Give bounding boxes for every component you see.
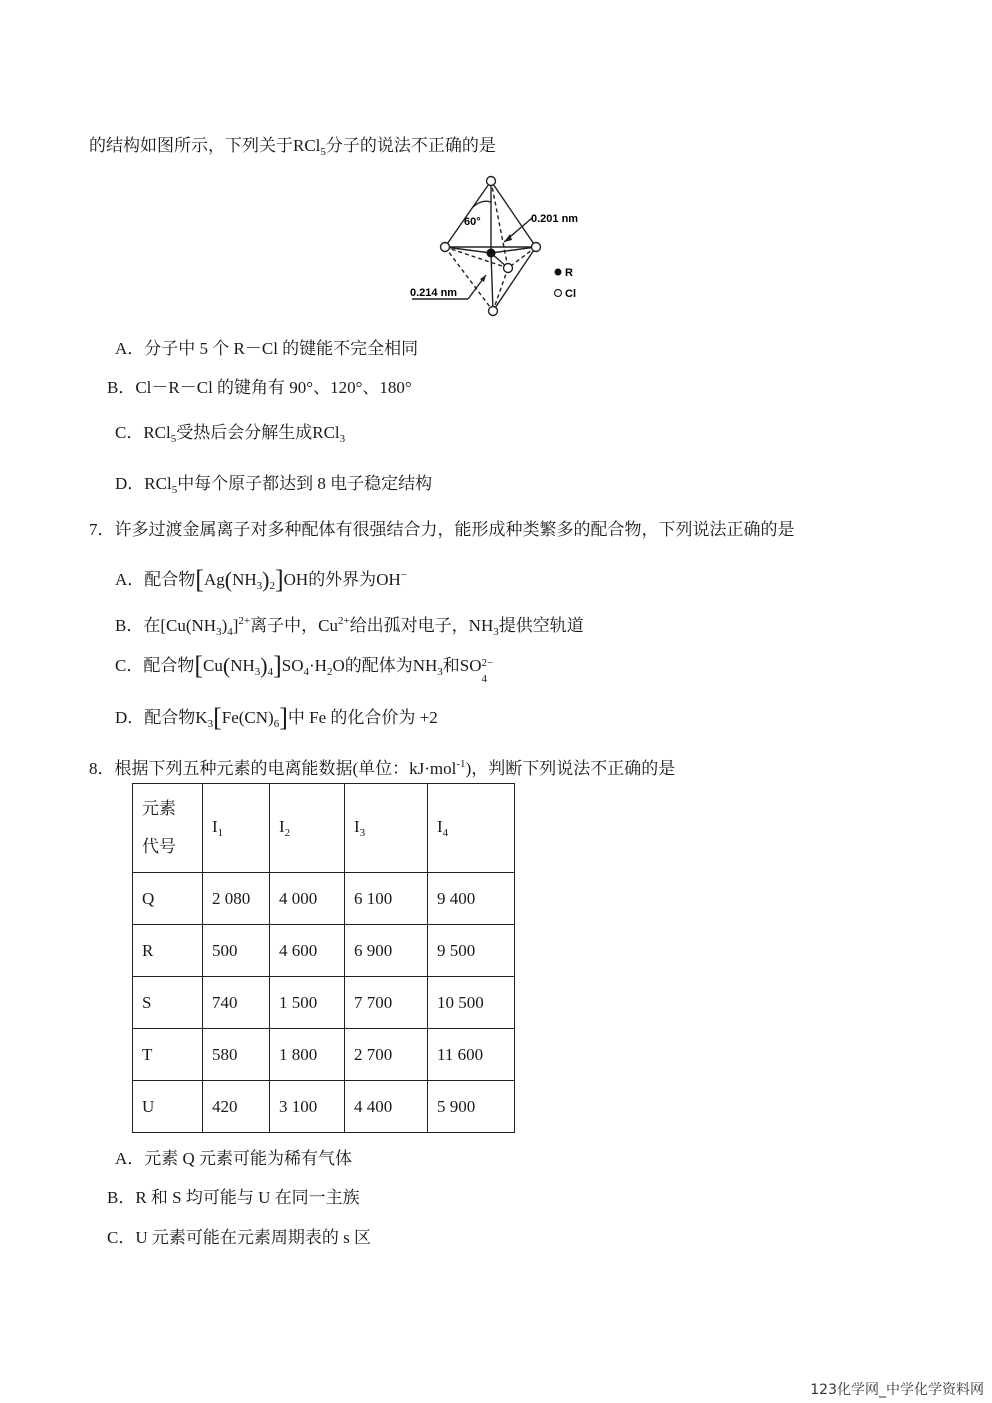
- table-cell: 740: [203, 977, 270, 1029]
- q7-option-c: C．配合物$[Cu(NH_3)_4]SO_4\cdot H_2O$的配体为$NH_3$和SO 4 2−: [115, 654, 496, 684]
- q8-stem: [89, 752, 675, 781]
- header-i1: $I_1$: [203, 784, 270, 873]
- q6-c-f1: RCl: [143, 423, 171, 442]
- legend-cl-dot: [555, 290, 562, 297]
- q7-b-text: 给出孤对电子，NH: [349, 616, 494, 635]
- q6-c-mid: 受热后会分解生成: [176, 423, 313, 442]
- q7-option-b: [115, 609, 584, 644]
- q7-option-a: A．配合物$[Ag(NH_3)_2]OH$的外界为OH−: [115, 565, 407, 594]
- table-cell: 4 000: [270, 873, 345, 925]
- q8-stem-a: 8．根据下列五种元素的电离能数据(单位：kJ·mol: [89, 759, 457, 778]
- table-row: [133, 873, 515, 925]
- q6-option-a: A．分子中 5 个 R－Cl 的键能不完全相同: [115, 339, 419, 358]
- q7-c-so2sub: 4: [481, 673, 488, 685]
- q7-c-so: SO: [281, 656, 304, 675]
- q7-a-ag: Ag: [203, 570, 225, 589]
- q7-a-n3: 3: [256, 580, 263, 592]
- q7-c-nh: NH: [230, 656, 255, 675]
- q7-c-o: O: [332, 656, 345, 675]
- q7-c-nh3: NH: [412, 656, 438, 675]
- q7-b-bracket: ]: [232, 616, 239, 635]
- legend-r-label: R: [565, 267, 573, 279]
- q6-stem-formula-sub: 5: [320, 146, 326, 158]
- q7-c-so4: 4: [303, 666, 309, 678]
- table-cell: 580: [203, 1029, 270, 1081]
- table-cell: 7 700: [345, 977, 428, 1029]
- table-cell: 1 500: [270, 977, 345, 1029]
- table-cell: 5 900: [428, 1081, 515, 1133]
- q6-option-b: B．Cl－R－Cl 的键角有 90°、120°、180°: [107, 378, 412, 397]
- q7-b-n3: 3: [216, 626, 222, 638]
- q7-c-so2sup: 2−: [481, 657, 494, 669]
- q8-option-a: A．元素 Q 元素可能为稀有气体: [115, 1149, 353, 1168]
- q6-d-f1-sub: 5: [171, 484, 178, 496]
- q8-stem-b: )，判断下列说法不正确的是: [465, 759, 676, 778]
- q7-c-n4: 4: [267, 666, 274, 678]
- q7-d-fe: Fe(CN): [221, 708, 274, 727]
- q6-d-label: D．: [115, 474, 145, 493]
- q7-d-k: K: [195, 708, 208, 727]
- site-footer: 123化学网_中学化学资料网: [810, 1382, 984, 1398]
- table-cell: T: [133, 1029, 203, 1081]
- q7-d-k3: 3: [207, 718, 214, 730]
- ionization-energy-table: [132, 783, 515, 1133]
- header-i3: $I_3$: [345, 784, 428, 873]
- header-code: 代号: [142, 837, 176, 856]
- table-row: [133, 1029, 515, 1081]
- q8-stem-sup: -1: [456, 758, 466, 770]
- table-row: [133, 925, 515, 977]
- equatorial-bond-label: 0.214 nm: [410, 287, 458, 299]
- q7-c-n3: 3: [254, 666, 261, 678]
- q8-option-c: C．U 元素可能在元素周期表的 s 区: [107, 1228, 371, 1247]
- table-cell: 6 900: [345, 925, 428, 977]
- q7-a-ohm: OH: [376, 570, 401, 589]
- q7-b-label: B．在[Cu(NH: [115, 616, 217, 635]
- q7-d-text: 中 Fe 的化合价为 +2: [287, 708, 438, 727]
- header-element-code: [133, 784, 203, 873]
- table-cell: 10 500: [428, 977, 515, 1029]
- q7-b-paren: ): [221, 616, 228, 635]
- table-row: [133, 977, 515, 1029]
- axial-bond-label: 0.201 nm: [531, 213, 579, 225]
- q7-b-mid: 离子中，Cu: [250, 616, 338, 635]
- table-cell: 420: [203, 1081, 270, 1133]
- table-cell: 500: [203, 925, 270, 977]
- q6-option-d: [115, 472, 432, 502]
- q7-stem: 7．许多过渡金属离子对多种配体有很强结合力，能形成种类繁多的配合物，下列说法正确的是: [89, 520, 795, 539]
- q7-c-text: 的配体为: [344, 656, 413, 675]
- table-cell: 9 400: [428, 873, 515, 925]
- legend-r-dot: [555, 269, 562, 276]
- q6-stem-prefix: 的结构如图所示，下列关于: [89, 136, 293, 155]
- table-cell: R: [133, 925, 203, 977]
- q6-stem-formula: RCl: [293, 136, 321, 155]
- table-cell: U: [133, 1081, 203, 1133]
- table-cell: 2 700: [345, 1029, 428, 1081]
- q7-c-dot: ·H: [308, 656, 327, 675]
- q7-b-n3b: 3: [493, 626, 499, 638]
- q7-b-n4: 4: [227, 626, 233, 638]
- q7-b-sup: 2+: [238, 615, 251, 627]
- header-i4: $I_4$: [428, 784, 515, 873]
- table-cell: 4 600: [270, 925, 345, 977]
- header-i2: $I_2$: [270, 784, 345, 873]
- table-cell: 4 400: [345, 1081, 428, 1133]
- q7-option-d: D．配合物$K_3[Fe(CN)_6]$中 Fe 的化合价为 +2: [115, 703, 438, 732]
- q7-a-nh: NH: [232, 570, 257, 589]
- header-element: 元素: [142, 799, 176, 818]
- table-cell: 11 600: [428, 1029, 515, 1081]
- q6-c-f2: RCl: [312, 423, 340, 442]
- table-cell: 3 100: [270, 1081, 345, 1133]
- q6-d-f1: RCl: [144, 474, 172, 493]
- q7-a-n2: 2: [269, 580, 275, 592]
- q6-option-c: [115, 421, 345, 451]
- q7-c-label: C．配合物: [115, 656, 195, 675]
- table-cell: 1 800: [270, 1029, 345, 1081]
- table-cell: 9 500: [428, 925, 515, 977]
- q6-c-label: C．: [115, 423, 144, 442]
- q7-b-sup2: 2+: [337, 615, 350, 627]
- table-cell: S: [133, 977, 203, 1029]
- table-cell: Q: [133, 873, 203, 925]
- table-header-row: [133, 784, 515, 873]
- q7-c-and: 和: [442, 656, 460, 675]
- legend-cl-label: Cl: [565, 288, 576, 300]
- q7-a-minus: −: [400, 569, 407, 581]
- q7-a-label: A．配合物: [115, 570, 196, 589]
- q7-a-oh: OH: [283, 570, 309, 589]
- q7-c-h2: 2: [326, 666, 333, 678]
- rcl5-structure-figure: [400, 172, 600, 322]
- q6-d-rest: 中每个原子都达到 8 电子稳定结构: [177, 474, 433, 493]
- q6-c-f2-sub: 3: [339, 433, 346, 445]
- angle-label: 60°: [464, 216, 481, 228]
- q7-c-so2: SO: [459, 656, 482, 675]
- q7-b-end: 提供空轨道: [498, 616, 584, 635]
- q7-c-n3b: 3: [437, 666, 443, 678]
- q7-c-cu: Cu: [203, 656, 223, 675]
- q7-d-n6: 6: [273, 718, 280, 730]
- q6-stem-suffix: 分子的说法不正确的是: [325, 136, 496, 155]
- q6-stem: [89, 134, 496, 164]
- table-row: [133, 1081, 515, 1133]
- q6-c-f1-sub: 5: [170, 433, 177, 445]
- q7-a-text: 的外界为: [308, 570, 377, 589]
- q8-option-b: B．R 和 S 均可能与 U 在同一主族: [107, 1188, 360, 1207]
- table-cell: 6 100: [345, 873, 428, 925]
- table-cell: 2 080: [203, 873, 270, 925]
- q7-d-label: D．配合物: [115, 708, 196, 727]
